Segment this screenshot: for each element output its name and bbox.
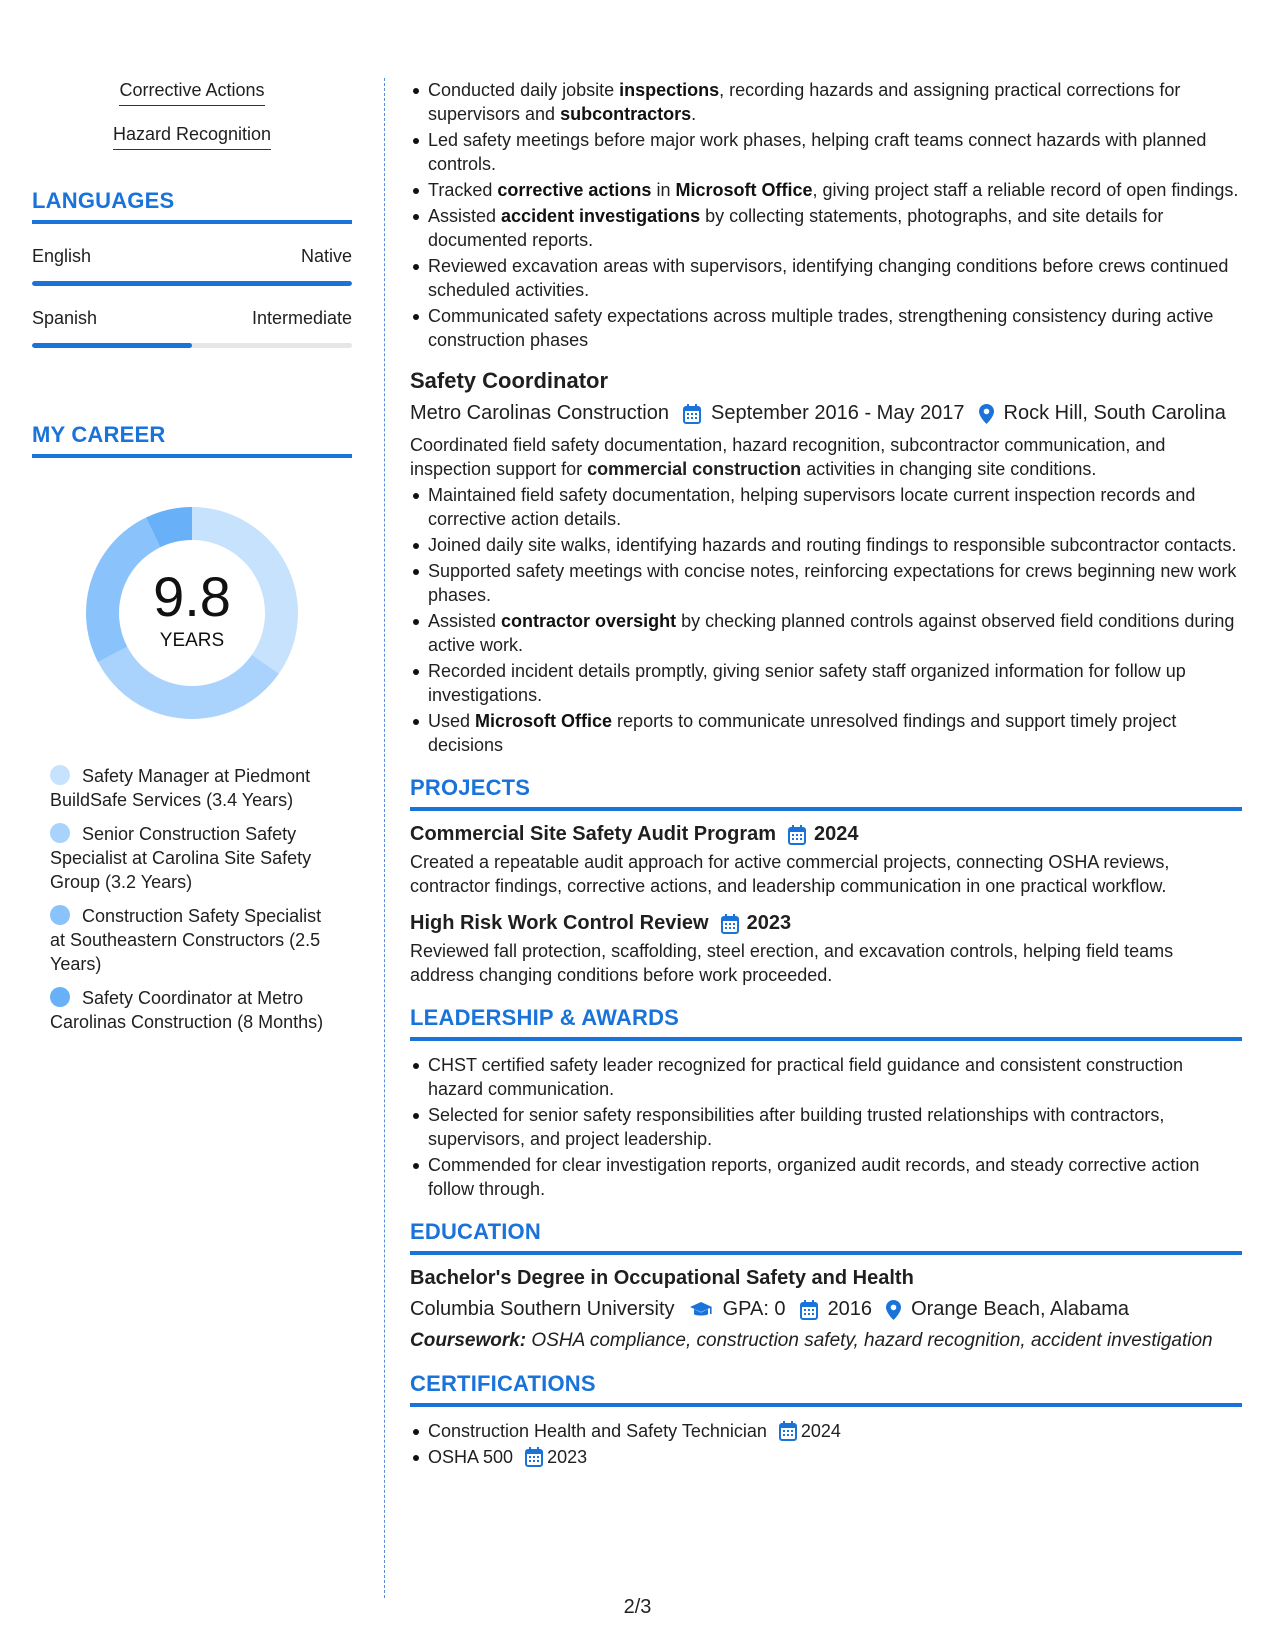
column-divider xyxy=(384,78,385,1598)
job-bullets xyxy=(410,483,1242,757)
calendar-icon xyxy=(721,914,739,934)
language-item xyxy=(32,246,352,286)
language-level: Intermediate xyxy=(251,308,352,328)
sidebar xyxy=(32,80,352,1044)
bullet-item xyxy=(428,533,1242,557)
coursework-label: Coursework: xyxy=(410,1330,527,1351)
map-pin-icon xyxy=(886,1300,901,1320)
company-name: Metro Carolinas Construction xyxy=(410,402,669,424)
legend-dot xyxy=(50,905,70,925)
career-heading: MY CAREER xyxy=(32,422,352,458)
calendar-icon xyxy=(779,1421,797,1441)
graduation-cap-icon xyxy=(689,1301,713,1319)
bold-run: inspections xyxy=(619,80,720,100)
certification-year: 2023 xyxy=(547,1447,588,1467)
project-item xyxy=(410,823,1242,898)
languages-heading: LANGUAGES xyxy=(32,188,352,224)
certification-name: OSHA 500 xyxy=(428,1447,514,1467)
job-location: Rock Hill, South Carolina xyxy=(1003,402,1226,424)
skill-tag: Hazard Recognition xyxy=(113,124,271,150)
certification-item xyxy=(428,1419,1242,1443)
language-proficiency-bar xyxy=(32,343,352,348)
bullet-item xyxy=(428,178,1242,202)
bold-run: contractor oversight xyxy=(501,611,677,631)
text-run: Assisted xyxy=(428,206,502,226)
text-run: Communicated safety expectations across multiple trades, strengthening consistency during active construction phases xyxy=(428,306,1214,350)
page-number: 2/3 xyxy=(623,1596,652,1618)
project-year: 2024 xyxy=(814,823,859,845)
previous-job-bullets xyxy=(410,78,1242,352)
language-level: Native xyxy=(300,246,352,266)
text-run: Conducted daily jobsite xyxy=(428,80,620,100)
text-run: Maintained field safety documentation, helping supervisors locate current inspection records and corrective action details. xyxy=(428,485,1196,529)
certification-name: Construction Health and Safety Technician xyxy=(428,1421,767,1441)
calendar-icon xyxy=(800,1300,818,1320)
bold-run: Microsoft Office xyxy=(675,180,813,200)
career-legend-label: Construction Safety Specialist at Southeastern Constructors (2.5 Years) xyxy=(50,906,322,974)
bold-run: accident investigations xyxy=(501,206,701,226)
job-meta xyxy=(410,402,1242,425)
school-name: Columbia Southern University xyxy=(410,1298,675,1320)
bullet-item xyxy=(428,204,1242,252)
language-item xyxy=(32,308,352,348)
text-run: Assisted xyxy=(428,611,502,631)
text-run: reports to communicate unresolved findings and support timely project decisions xyxy=(428,711,1177,755)
career-legend-label: Safety Manager at Piedmont BuildSafe Services (3.4 Years) xyxy=(50,766,311,810)
language-proficiency-bar xyxy=(32,281,352,286)
language-name: Spanish xyxy=(32,308,98,328)
bullet-item xyxy=(428,78,1242,126)
text-run: Used xyxy=(428,711,476,731)
career-total-years: 9.8 xyxy=(153,565,231,628)
career-legend-item xyxy=(50,822,330,894)
text-run: Tracked xyxy=(428,180,498,200)
bullet-item xyxy=(428,483,1242,531)
bullet-item xyxy=(428,304,1242,352)
school-location: Orange Beach, Alabama xyxy=(911,1298,1129,1320)
bullet-item xyxy=(428,128,1242,176)
leadership-bullets xyxy=(410,1053,1242,1201)
text-run: by checking planned controls against observed field conditions during active work. xyxy=(428,611,1235,655)
bullet-item xyxy=(428,609,1242,657)
text-run: , recording hazards and assigning practical corrections for supervisors and xyxy=(428,80,1181,124)
career-years-label: YEARS xyxy=(159,630,225,651)
career-legend xyxy=(32,764,352,1034)
certifications-list xyxy=(410,1419,1242,1469)
bullet-item xyxy=(428,709,1242,757)
bullet-item: Commended for clear investigation reports, organized audit records, and steady corrective action follow through. xyxy=(428,1153,1242,1201)
text-run: . xyxy=(691,104,697,124)
projects-list xyxy=(410,823,1242,987)
projects-heading: PROJECTS xyxy=(410,775,1242,811)
project-year: 2023 xyxy=(746,912,792,934)
text-run: activities in changing site conditions. xyxy=(801,459,1097,479)
education-meta xyxy=(410,1298,1242,1321)
project-item xyxy=(410,912,1242,987)
calendar-icon xyxy=(683,404,701,424)
skill-tag: Corrective Actions xyxy=(119,80,264,106)
leadership-heading: LEADERSHIP & AWARDS xyxy=(410,1005,1242,1041)
career-legend-item xyxy=(50,904,330,976)
coursework xyxy=(410,1329,1242,1353)
bullet-item xyxy=(428,659,1242,707)
project-description: Reviewed fall protection, scaffolding, steel erection, and excavation controls, helping field teams address changing conditions before work proceeded. xyxy=(410,941,1174,985)
main-content xyxy=(410,78,1242,1471)
education-heading: EDUCATION xyxy=(410,1219,1242,1255)
bullet-item xyxy=(428,559,1242,607)
bullet-item: CHST certified safety leader recognized for practical field guidance and consistent construction hazard communication. xyxy=(428,1053,1242,1101)
language-proficiency-fill xyxy=(32,281,352,286)
text-run: Led safety meetings before major work phases, helping craft teams connect hazards with planned controls. xyxy=(428,130,1207,174)
legend-dot xyxy=(50,987,70,1007)
language-proficiency-fill xyxy=(32,343,192,348)
career-legend-label: Safety Coordinator at Metro Carolinas Construction (8 Months) xyxy=(50,988,324,1032)
graduation-year: 2016 xyxy=(827,1298,873,1320)
bold-run: subcontractors xyxy=(560,104,692,124)
text-run: by collecting statements, photographs, and site details for documented reports. xyxy=(428,206,1164,250)
career-legend-label: Senior Construction Safety Specialist at Carolina Site Safety Group (3.2 Years) xyxy=(50,824,312,892)
career-legend-item xyxy=(50,764,330,812)
legend-dot xyxy=(50,765,70,785)
bold-run: corrective actions xyxy=(497,180,652,200)
text-run: Coordinated field safety documentation, hazard recognition, subcontractor communication, and inspection support for xyxy=(410,435,1166,479)
text-run: Reviewed excavation areas with supervisors, identifying changing conditions before crews continued scheduled activities. xyxy=(428,256,1229,300)
project-title: High Risk Work Control Review xyxy=(410,912,709,934)
text-run: Joined daily site walks, identifying hazards and routing findings to responsible subcontractor contacts. xyxy=(428,535,1237,555)
bullet-item: Selected for senior safety responsibilities after building trusted relationships with contractors, supervisors, and project leadership. xyxy=(428,1103,1242,1151)
bold-run: Microsoft Office xyxy=(475,711,613,731)
bold-run: commercial construction xyxy=(587,459,802,479)
text-run: , giving project staff a reliable record of open findings. xyxy=(812,180,1239,200)
project-description: Created a repeatable audit approach for active commercial projects, connecting OSHA reviews, contractor findings, corrective actions, and leadership communication in one practical workflow. xyxy=(410,852,1170,896)
coursework-text: OSHA compliance, construction safety, hazard recognition, accident investigation xyxy=(526,1330,1213,1351)
text-run: Supported safety meetings with concise notes, reinforcing expectations for crews beginning new work phases. xyxy=(428,561,1237,605)
text-run: in xyxy=(651,180,676,200)
career-legend-item xyxy=(50,986,330,1034)
certification-year: 2024 xyxy=(800,1421,841,1441)
gpa: GPA: 0 xyxy=(722,1298,786,1320)
calendar-icon xyxy=(788,825,806,845)
certification-item xyxy=(428,1445,1242,1469)
language-name: English xyxy=(32,246,92,266)
degree-title: Bachelor's Degree in Occupational Safety and Health xyxy=(410,1267,914,1289)
map-pin-icon xyxy=(979,404,994,424)
job-summary xyxy=(410,433,1242,481)
job-title: Safety Coordinator xyxy=(410,368,609,393)
text-run: Recorded incident details promptly, giving senior safety staff organized information for follow up investigations. xyxy=(428,661,1186,705)
certifications-heading: CERTIFICATIONS xyxy=(410,1371,1242,1407)
legend-dot xyxy=(50,823,70,843)
project-title: Commercial Site Safety Audit Program xyxy=(410,823,777,845)
bullet-item xyxy=(428,254,1242,302)
job-dates: September 2016 - May 2017 xyxy=(711,402,965,424)
calendar-icon xyxy=(525,1447,543,1467)
career-donut-chart xyxy=(77,498,307,728)
